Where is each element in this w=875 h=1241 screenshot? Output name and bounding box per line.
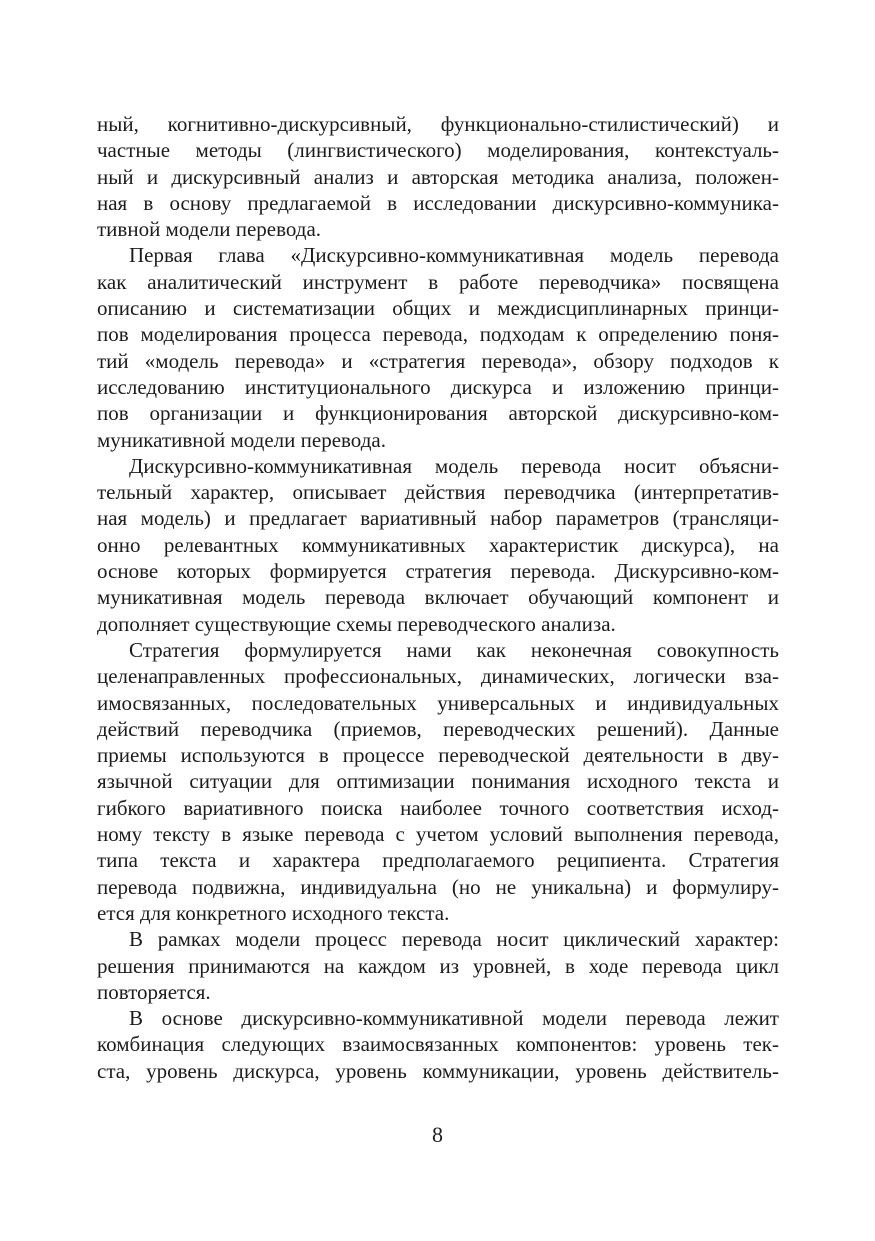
- text-line: тий «модель перевода» и «стратегия перевода», обзору подходов к: [97, 348, 779, 373]
- paragraph-1: [97, 111, 779, 242]
- text-line: перевода подвижна, индивидуальна (но не уникальна) и формулиру-: [97, 874, 779, 899]
- text-line: целенаправленных профессиональных, динамических, логически вза-: [97, 664, 779, 689]
- text-line: онно релевантных коммуникативных характеристик дискурса), на: [97, 532, 779, 557]
- text-line: тивной модели перевода.: [97, 217, 322, 242]
- text-line: муникативная модель перевода включает обучающий компонент и: [97, 585, 779, 610]
- text-line: язычной ситуации для оптимизации понимания исходного текста и: [97, 769, 779, 794]
- text-line: пов моделирования процесса перевода, подходам к определению поня-: [97, 322, 779, 347]
- text-line: ная в основу предлагаемой в исследовании дискурсивно-коммуника-: [97, 190, 779, 215]
- paragraph-4: [97, 637, 779, 926]
- text-line: исследованию институционального дискурса и изложению принци-: [97, 374, 779, 399]
- body-text: [97, 111, 779, 1084]
- paragraph-6: [97, 1005, 779, 1084]
- text-line: В основе дискурсивно-коммуникативной модели перевода лежит: [129, 1006, 779, 1031]
- text-line: Дискурсивно-коммуникативная модель перевода носит объясни-: [129, 453, 779, 478]
- text-line: комбинация следующих взаимосвязанных компонентов: уровень тек-: [97, 1032, 779, 1057]
- text-line: имосвязанных, последовательных универсальных и индивидуальных: [97, 690, 779, 715]
- text-line: повторяется.: [97, 979, 211, 1004]
- text-line: ный и дискурсивный анализ и авторская методика анализа, положен-: [97, 164, 779, 189]
- paragraph-2: [97, 242, 779, 452]
- text-line: дополняет существующие схемы переводческого анализа.: [97, 611, 616, 636]
- text-line: действий переводчика (приемов, переводческих решений). Данные: [97, 716, 779, 741]
- text-line: как аналитический инструмент в работе переводчика» посвящена: [97, 269, 779, 294]
- text-line: В рамках модели процесс перевода носит циклический характер:: [129, 927, 779, 952]
- text-line: пов организации и функционирования авторской дискурсивно-ком-: [97, 401, 779, 426]
- text-line: решения принимаются на каждом из уровней, в ходе перевода цикл: [97, 953, 779, 978]
- text-line: Первая глава «Дискурсивно-коммуникативная модель перевода: [129, 243, 779, 268]
- text-line: ется для конкретного исходного текста.: [97, 900, 450, 925]
- text-line: описанию и систематизации общих и междисциплинарных принци-: [97, 296, 779, 321]
- text-line: ста, уровень дискурса, уровень коммуникации, уровень действитель-: [97, 1058, 779, 1083]
- text-line: основе которых формируется стратегия перевода. Дискурсивно-ком-: [97, 559, 779, 584]
- paragraph-3: [97, 453, 779, 637]
- text-line: гибкого вариативного поиска наиболее точного соответствия исход-: [97, 795, 779, 820]
- text-line: ному тексту в языке перевода с учетом условий выполнения перевода,: [97, 822, 779, 847]
- text-line: типа текста и характера предполагаемого реципиента. Стратегия: [97, 848, 779, 873]
- text-line: ная модель) и предлагает вариативный набор параметров (трансляци-: [97, 506, 779, 531]
- text-line: приемы используются в процессе переводческой деятельности в дву-: [97, 743, 779, 768]
- text-line: ный, когнитивно-дискурсивный, функционально-стилистический) и: [97, 112, 779, 136]
- text-line: тельный характер, описывает действия переводчика (интерпретатив-: [97, 480, 779, 505]
- paragraph-5: [97, 926, 779, 1005]
- text-line: Стратегия формулируется нами как неконечная совокупность: [129, 637, 779, 662]
- text-line: муникативной модели перевода.: [97, 427, 386, 452]
- text-line: частные методы (лингвистического) моделирования, контекстуаль-: [97, 138, 779, 163]
- page-number: 8: [432, 1122, 443, 1147]
